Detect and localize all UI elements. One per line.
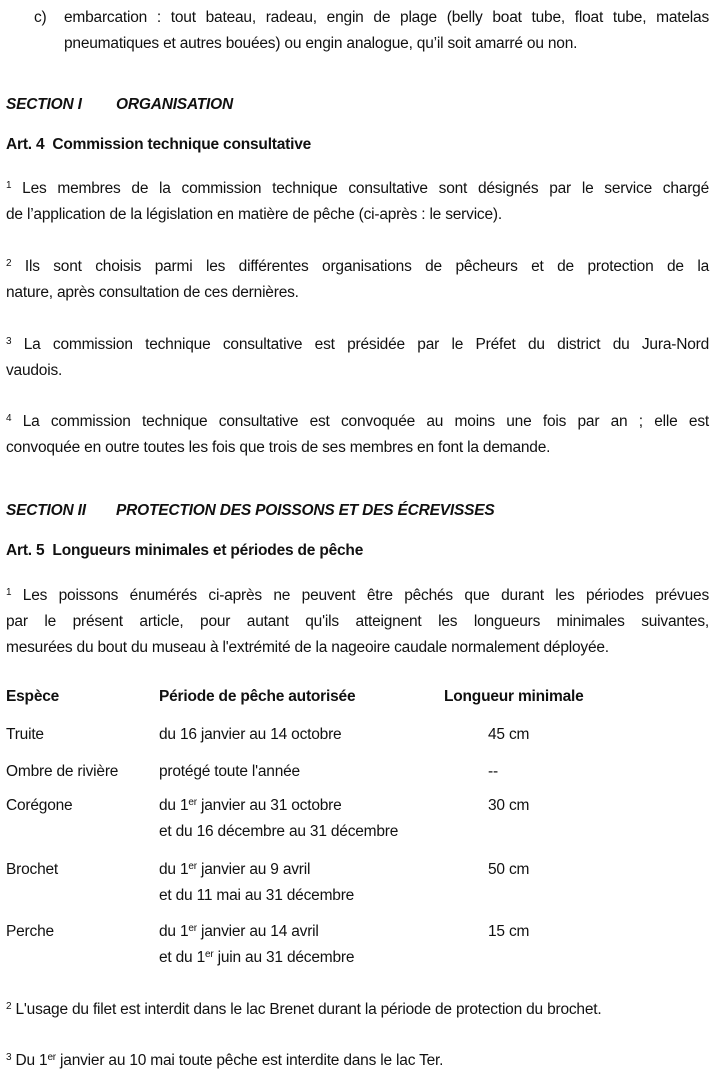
section-title: PROTECTION DES POISSONS ET DES ÉCREVISSES [116, 502, 495, 519]
paragraph-art4-4: $^4$ La commission technique consultative est convoquée au moins une fois par an ; elle est convoquée en outre toutes les fois que trois de ses membres en font la demande. [6, 413, 709, 456]
paragraph-art5-1: $^1$ Les poissons énumérés ci-après ne peuvent être pêchés que durant les périodes prévues par le présent article, pour autant qu'ils atteignent les longueurs minimales suivantes, mesurées du bout du museau à l'extrémité de la nageoire caudale normalement déployée. [6, 587, 709, 656]
table-cell-species: Truite [6, 726, 44, 743]
table-cell-length: 15 cm [488, 923, 530, 940]
article-heading-5 [6, 542, 363, 560]
table-cell-species: Ombre de rivière [6, 763, 119, 780]
paragraph-art4-2: $^2$ Ils sont choisis parmi les différentes organisations de pêcheurs et de protection de la nature, après consultation de ces dernières. [6, 258, 709, 301]
section-number: SECTION I [6, 96, 82, 113]
article-heading-4 [6, 136, 311, 154]
list-item-text: embarcation : tout bateau, radeau, engin de plage (belly boat tube, float tube, matelas pneumatiques et autres bouées) ou engin analogue, qu’il soit amarré ou non. [64, 9, 709, 52]
paragraph-art5-3: $^3$ Du 1er janvier au 10 mai toute pêche est interdite dans le lac Ter. [6, 1052, 444, 1069]
table-cell-period: du 1er janvier au 9 avril et du 11 mai au 31 décembre [159, 861, 355, 904]
paragraph-art4-3: $^3$ La commission technique consultative est présidée par le Préfet du district du Jura-Nord vaudois. [6, 336, 709, 379]
table-cell-length: -- [488, 763, 498, 780]
table-cell-length: 50 cm [488, 861, 530, 878]
table-header-species: Espèce [6, 688, 60, 705]
list-marker: c) [34, 9, 47, 26]
section-title: ORGANISATION [116, 96, 234, 113]
table-cell-period: protégé toute l'année [159, 763, 300, 780]
section-number: SECTION II [6, 502, 86, 519]
article-title: Commission technique consultative [52, 136, 312, 153]
section-heading-1 [6, 96, 233, 114]
table-cell-species: Brochet [6, 861, 59, 878]
table-cell-period: du 1er janvier au 14 avril et du 1er juin au 31 décembre [159, 923, 355, 966]
table-cell-length: 30 cm [488, 797, 530, 814]
article-title: Longueurs minimales et périodes de pêche [52, 542, 364, 559]
article-number: Art. 5 [6, 542, 45, 559]
table-cell-period: du 1er janvier au 31 octobre et du 16 décembre au 31 décembre [159, 797, 399, 840]
table-cell-period: du 16 janvier au 14 octobre [159, 726, 342, 743]
article-number: Art. 4 [6, 136, 45, 153]
table-header-length: Longueur minimale [444, 688, 584, 705]
table-cell-species: Perche [6, 923, 54, 940]
paragraph-art4-1: $^1$ Les membres de la commission technique consultative sont désignés par le service chargé de l’application de la législation en matière de pêche (ci-après : le service). [6, 180, 709, 223]
table-cell-length: 45 cm [488, 726, 530, 743]
table-header-period: Période de pêche autorisée [159, 688, 356, 705]
paragraph-art5-2: $^2$ L'usage du filet est interdit dans le lac Brenet durant la période de protection du brochet. [6, 1001, 602, 1018]
section-heading-2 [6, 502, 495, 520]
table-cell-species: Corégone [6, 797, 73, 814]
